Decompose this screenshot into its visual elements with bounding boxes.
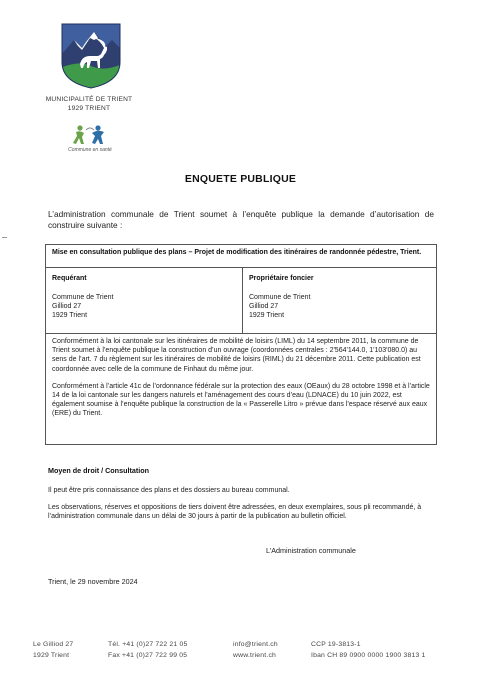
page-title: ENQUETE PUBLIQUE [184, 173, 297, 185]
footer-address-city: 1929 Trient [33, 652, 70, 659]
footer-fax: Fax +41 (0)27 722 99 05 [108, 652, 188, 659]
owner-line: Gilliod 27 [249, 303, 279, 310]
footer-email-link[interactable]: info@trient.ch [233, 641, 278, 648]
opposition-paragraph: Les observations, réserves et oppositions de tiers doivent être adressées, en deux exemplaires, sous pli recommandé, à l’administration communale dans un délai de 30 jours à partir de la publication au bulletin officiel. [48, 504, 422, 521]
applicant-line: Commune de Trient [52, 294, 114, 301]
footer-web-link[interactable]: www.trient.ch [233, 652, 277, 659]
legal-paragraphs [46, 334, 436, 430]
consultation-paragraph: Il peut être pris connaissance des plans et des dossiers au bureau communal. [48, 487, 290, 494]
footer-address-street: Le Gilliod 27 [33, 641, 74, 648]
legal-remedy-heading: Moyen de droit / Consultation [48, 466, 150, 475]
applicant-column [46, 268, 243, 333]
footer-phone [108, 639, 187, 661]
footer-contact [233, 639, 278, 661]
intro-paragraph: L’administration communale de Trient soumet à l’enquête publique la demande d’autorisation de construire suivante : [48, 209, 434, 230]
signature: L’Administration communale [266, 546, 356, 555]
applicant-line: 1929 Trient [52, 312, 88, 319]
municipality-name-line2: 1929 TRIENT [67, 105, 111, 112]
footer-address [33, 639, 73, 661]
footer-tel: Tél. +41 (0)27 722 21 05 [108, 641, 188, 648]
applicant-heading: Requérant [52, 275, 87, 282]
applicant-line: Gilliod 27 [52, 303, 82, 310]
request-details-box [45, 244, 437, 445]
footer-iban: Iban CH 89 0900 0000 1900 3813 1 [311, 652, 426, 659]
document-date: Trient, le 29 novembre 2024 [48, 577, 138, 586]
commune-en-sante-label: Commune en santé [68, 147, 112, 153]
footer-bank [311, 639, 426, 661]
owner-line: Commune de Trient [249, 294, 311, 301]
footer-ccp: CCP 19-3813-1 [311, 641, 361, 648]
commune-en-sante-logo-icon [72, 124, 108, 146]
legal-paragraph-liml: Conformément à la loi cantonale sur les itinéraires de mobilité de loisirs (LIML) du 14 septembre 2011, la commune de Trient soumet à l’enquête publique la construction d’un ouvrage (coordonnées centrales : 2'564'144.0, 1'103'080.0) au sens de l’art. 7 du règlement sur les itinéraires de mobilité de loisirs (RIML) du 21 décembre 2011. Cette publication est coordonnée avec celle de la commune de Finhaut du même jour. [52, 338, 421, 373]
municipality-name-line1: MUNICIPALITÉ DE TRIENT [45, 96, 133, 103]
owner-column [243, 268, 436, 333]
request-subject: Mise en consultation publique des plans – Projet de modification des itinéraires de randonnée pédestre, Trient. [46, 245, 436, 268]
municipality-name [30, 95, 148, 113]
owner-heading: Propriétaire foncier [249, 275, 314, 282]
margin-mark [2, 237, 7, 238]
municipality-crest-icon [60, 22, 122, 90]
legal-paragraph-oeaux: Conformément à l’article 41c de l’ordonnance fédérale sur la protection des eaux (OEaux) du 28 octobre 1998 et à l’article 14 de la loi cantonale sur les dangers naturels et l’aménagement des cours d’eau (LDNACE) du 10 juin 2022, est également soumise à l’enquête publique la construction de la « Passerelle Litro » prévue dans l’espace réservé aux eaux (ERE) du Trient. [52, 382, 430, 418]
owner-line: 1929 Trient [249, 312, 285, 319]
